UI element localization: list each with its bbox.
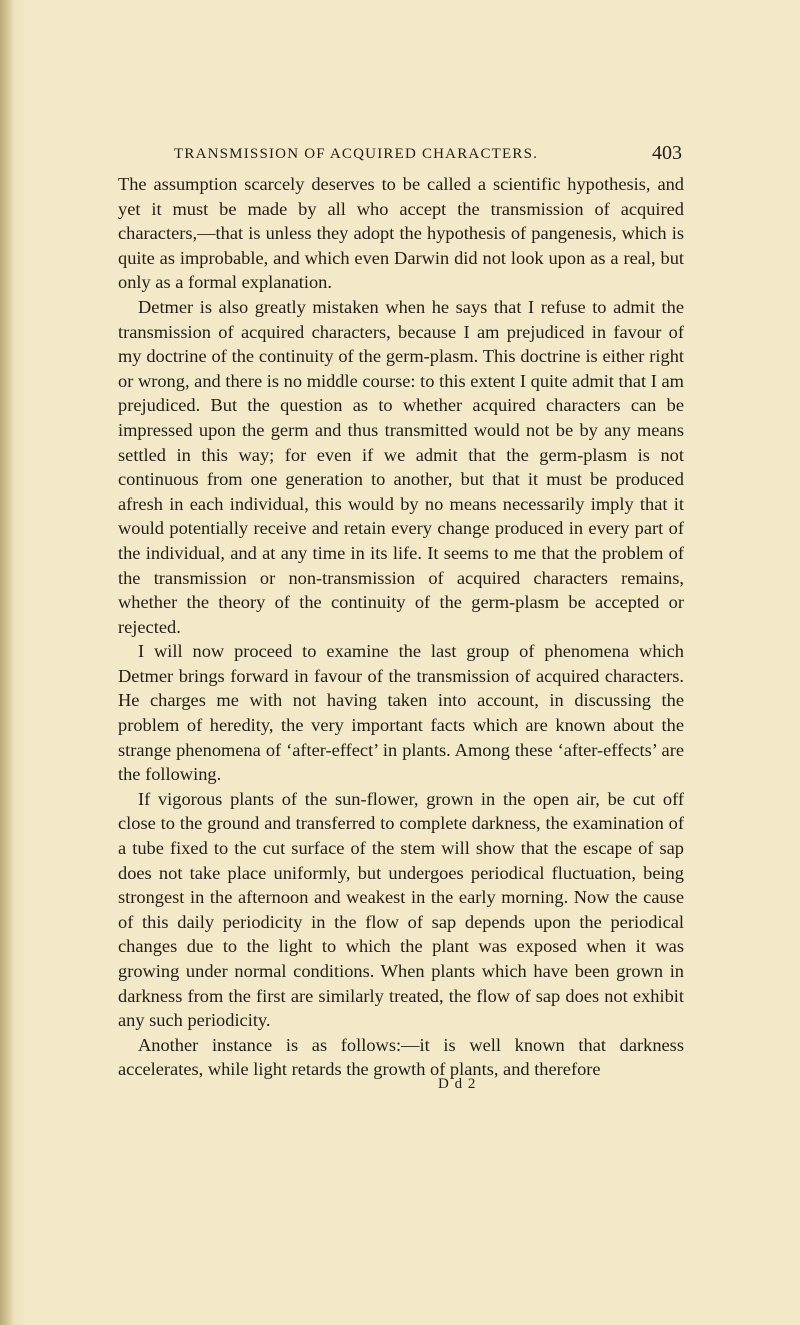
- paragraph-3: I will now proceed to examine the last group of phenomena which Detmer brings forward in favour of the transmission of acquired characters. He charges me with not having taken into account, in discussing the problem of heredity, the very important facts which are known about the strange phenomena of ‘after-effect’ in plants. Among these ‘after-effects’ are the following.: [118, 641, 684, 785]
- page-header: [174, 142, 682, 168]
- signature-mark: D d 2: [438, 1076, 477, 1092]
- body-text: [118, 172, 684, 1082]
- paragraph-5: Another instance is as follows:—it is well known that darkness accelerates, while light retards the growth of plants, and therefore: [118, 1034, 684, 1080]
- running-head: TRANSMISSION OF ACQUIRED CHARACTERS.: [174, 146, 539, 162]
- binding-edge: [0, 0, 14, 1325]
- paragraph-1: The assumption scarcely deserves to be called a scientific hypothesis, and yet it must be made by all who accept the transmission of acquired characters,—that is unless they adopt the hypothesis of pangenesis, which is quite as improbable, and which even Darwin did not look upon as a real, but only as a formal explanation.: [118, 174, 684, 293]
- paragraph-2: Detmer is also greatly mistaken when he says that I refuse to admit the transmission of acquired characters, because I am prejudiced in favour of my doctrine of the continuity of the germ-plasm. This doctrine is either right or wrong, and there is no middle course: to this extent I quite admit that I am prejudiced. But the question as to whether acquired characters can be impressed upon the germ and thus transmitted would not be by any means settled in this way; for even if we admit that the germ-plasm is not continuous from one generation to another, but that it must be produced afresh in each individual, this would by no means necessarily imply that it would potentially receive and retain every change produced in every part of the individual, and at any time in its life. It seems to me that the problem of the transmission or non-transmission of acquired characters remains, whether the theory of the continuity of the germ-plasm be accepted or rejected.: [118, 296, 684, 637]
- paragraph-4: If vigorous plants of the sun-flower, grown in the open air, be cut off close to the ground and transferred to complete darkness, the examination of a tube fixed to the cut surface of the stem will show that the escape of sap does not take place uniformly, but undergoes periodical fluctuation, being strongest in the afternoon and weakest in the early morning. Now the cause of this daily periodicity in the flow of sap depends upon the periodical changes due to the light to which the plant was exposed when it was growing under normal conditions. When plants which have been grown in darkness from the first are similarly treated, the flow of sap does not exhibit any such periodicity.: [118, 788, 684, 1031]
- page-number: 403: [652, 142, 682, 164]
